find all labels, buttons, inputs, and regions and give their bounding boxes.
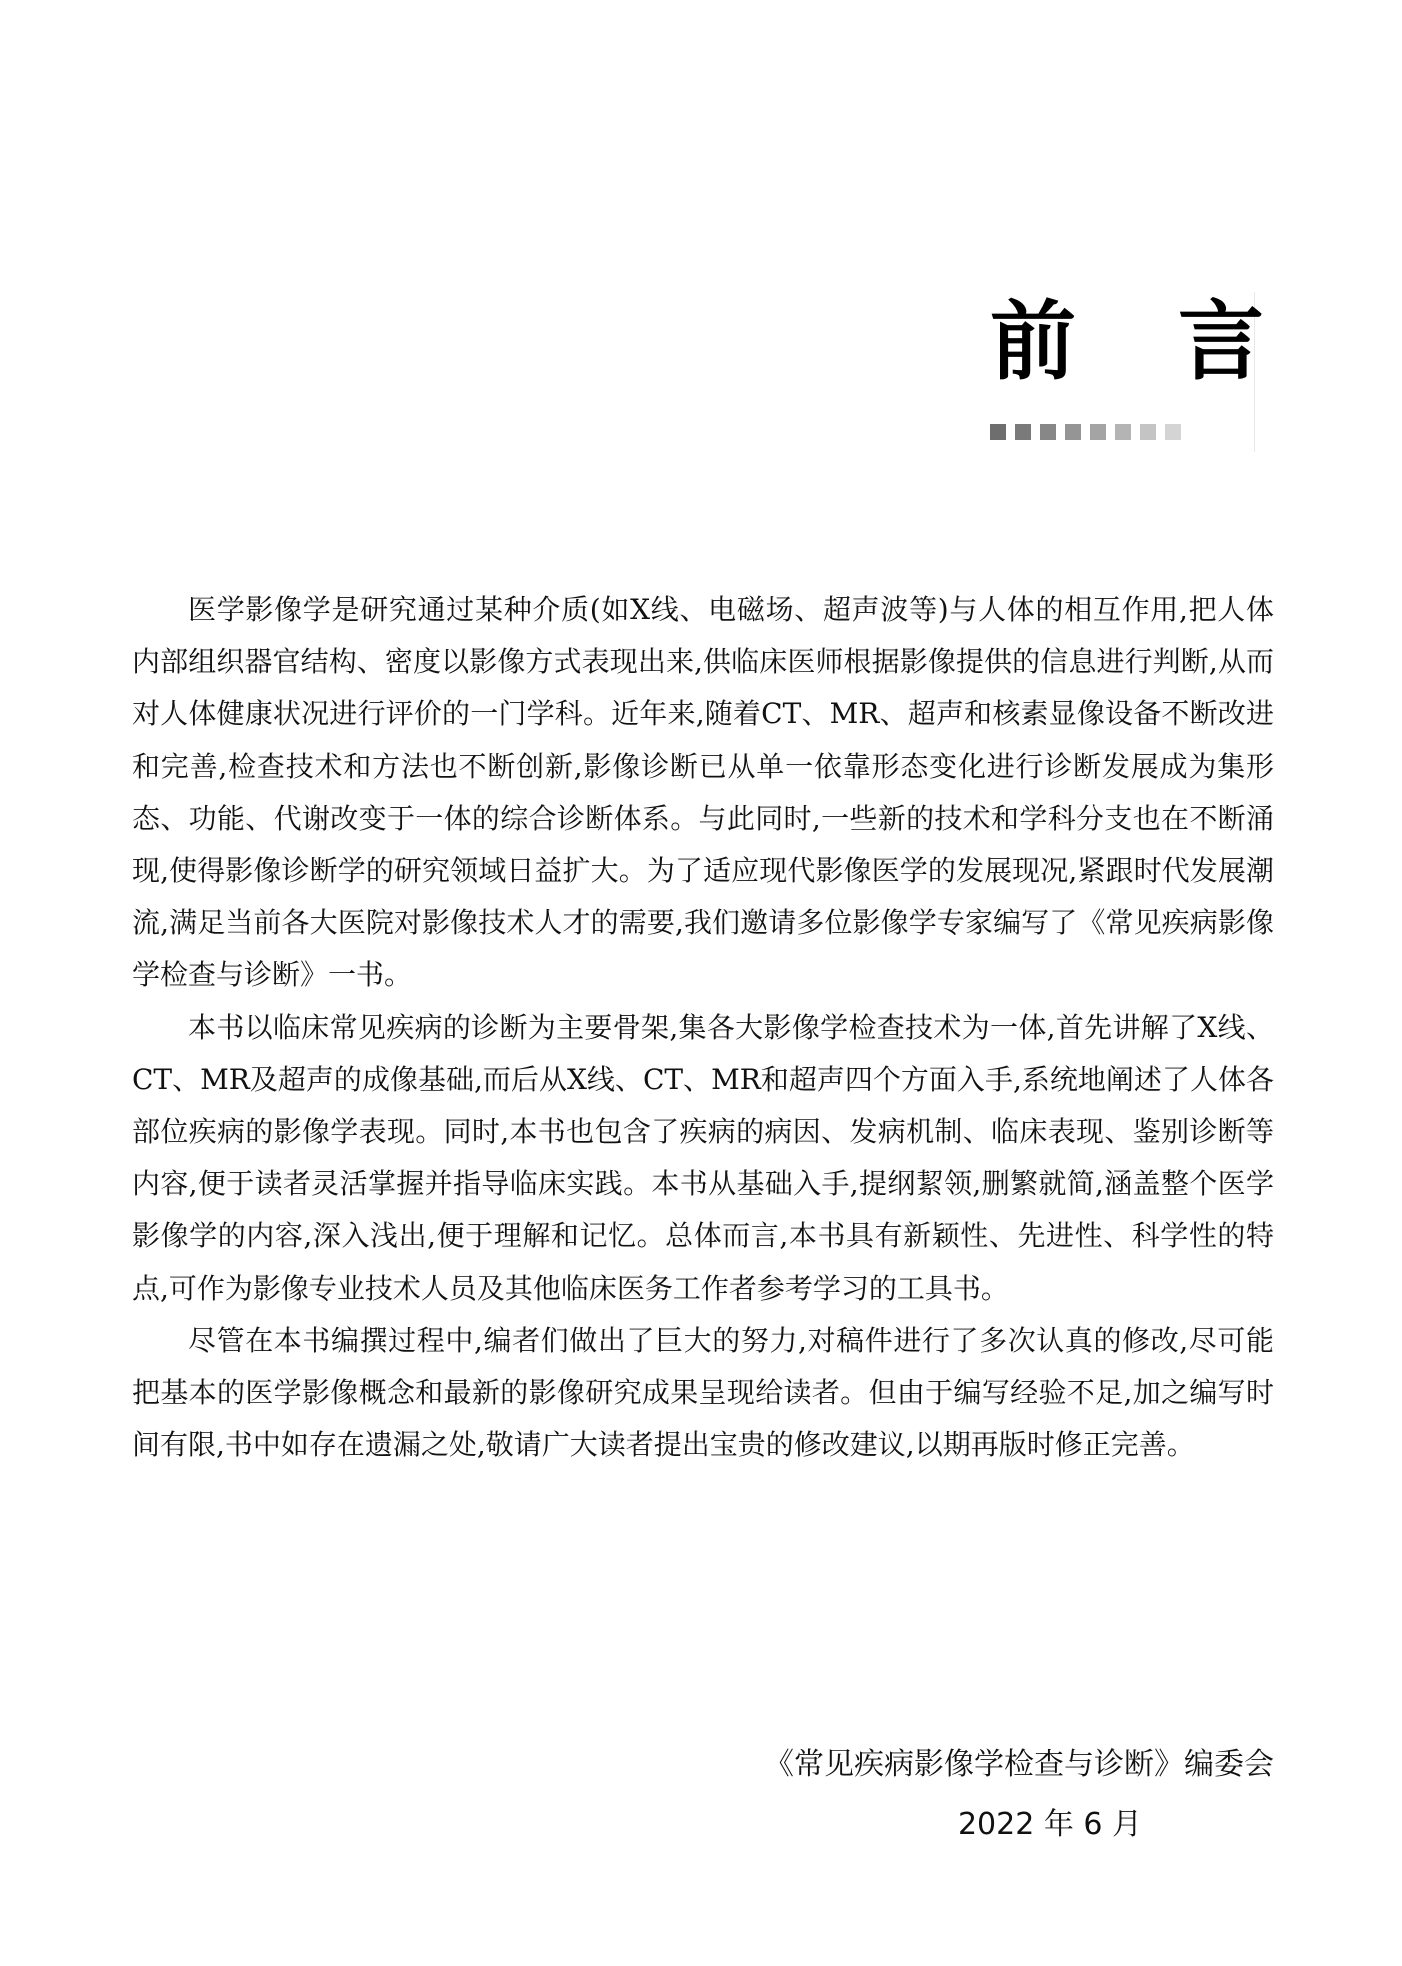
decor-square (1165, 424, 1181, 440)
decor-square (1065, 424, 1081, 440)
decor-square (1140, 424, 1156, 440)
decorative-square-bar (990, 424, 1181, 440)
decor-square (990, 424, 1006, 440)
signature-author: 《常见疾病影像学检查与诊断》编委会 (764, 1747, 1274, 1782)
signature-date: 2022 年 6 月 (957, 1807, 1143, 1842)
paragraph-1: 医学影像学是研究通过某种介质(如X线、电磁场、超声波等)与人体的相互作用,把人体内部组织器官结构、密度以影像方式表现出来,供临床医师根据影像提供的信息进行判断,从而对人体健康状况进行评价的一门学科。近年来,随着CT、MR、超声和核素显像设备不断改进和完善,检查技术和方法也不断创新,影像诊断已从单一依靠形态变化进行诊断发展成为集形态、功能、代谢改变于一体的综合诊断体系。与此同时,一些新的技术和学科分支也在不断涌现,使得影像诊断学的研究领域日益扩大。为了适应现代影像医学的发展现况,紧跟时代发展潮流,满足当前各大医院对影像技术人才的需要,我们邀请多位影像学专家编写了《常见疾病影像学检查与诊断》一书。 (132, 593, 1274, 992)
paragraph-2: 本书以临床常见疾病的诊断为主要骨架,集各大影像学检查技术为一体,首先讲解了X线、CT、MR及超声的成像基础,而后从X线、CT、MR和超声四个方面入手,系统地阐述了人体各部位疾病的影像学表现。同时,本书也包含了疾病的病因、发病机制、临床表现、鉴别诊断等内容,便于读者灵活掌握并指导临床实践。本书从基础入手,提纲絜领,删繁就简,涵盖整个医学影像学的内容,深入浅出,便于理解和记忆。总体而言,本书具有新颖性、先进性、科学性的特点,可作为影像专业技术人员及其他临床医务工作者参考学习的工具书。 (132, 1010, 1274, 1305)
page-title: 前 言 (990, 292, 1300, 392)
paragraph-3: 尽管在本书编撰过程中,编者们做出了巨大的努力,对稿件进行了多次认真的修改,尽可能把基本的医学影像概念和最新的影像研究成果呈现给读者。但由于编写经验不足,加之编写时间有限,书中如存在遗漏之处,敬请广大读者提出宝贵的修改建议,以期再版时修正完善。 (132, 1323, 1274, 1462)
decor-square (1115, 424, 1131, 440)
decor-square (1040, 424, 1056, 440)
preface-heading (990, 292, 1300, 452)
decor-square (1015, 424, 1031, 440)
decor-square (1090, 424, 1106, 440)
preface-body (132, 584, 1274, 1471)
